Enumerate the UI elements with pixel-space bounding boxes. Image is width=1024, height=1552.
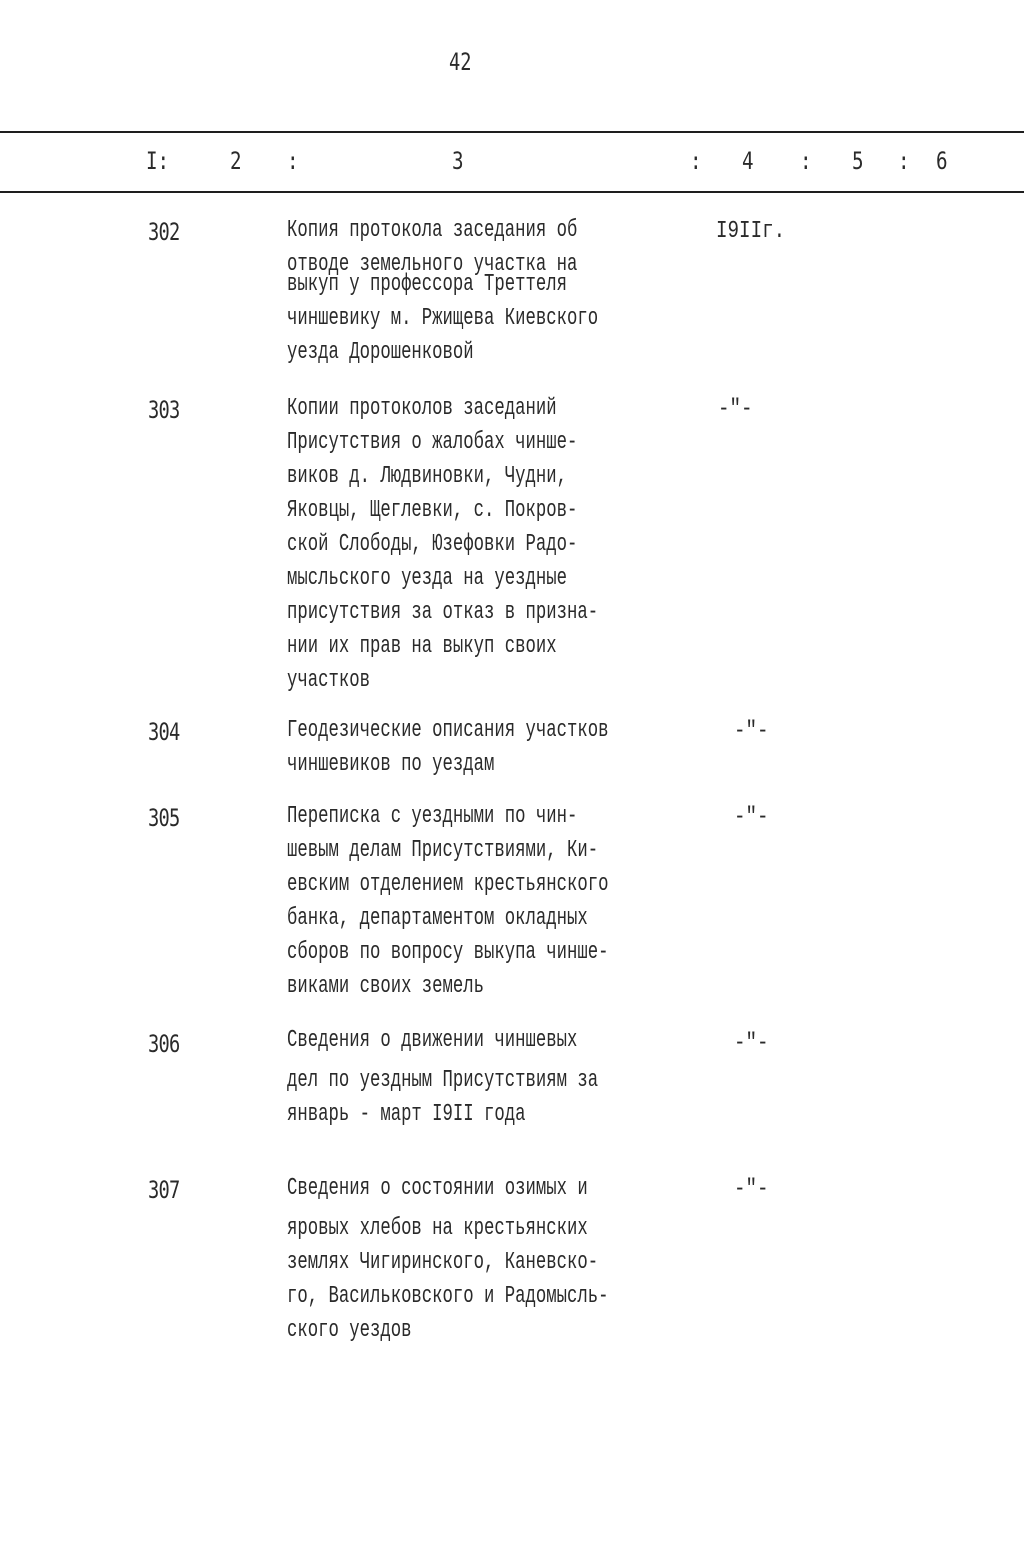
row-date-ditto: -"- bbox=[718, 396, 753, 423]
description-line: го, Васильковского и Радомысль- bbox=[287, 1283, 609, 1310]
row-number: 302 bbox=[148, 218, 180, 246]
description-line: уезда Дорошенковой bbox=[287, 339, 474, 366]
description-line: Копия протокола заседания об bbox=[287, 217, 578, 244]
description-line: Геодезические описания участков bbox=[287, 717, 609, 744]
description-line: ского уездов bbox=[287, 1317, 412, 1344]
row-description bbox=[287, 800, 608, 1004]
header-rule-bottom bbox=[0, 191, 1024, 193]
description-line: отводе земельного участка на bbox=[287, 251, 578, 278]
description-line: Копии протоколов заседаний bbox=[287, 395, 557, 422]
row-date-ditto: -"- bbox=[734, 1030, 769, 1057]
description-line: дел по уездным Присутствиям за bbox=[287, 1067, 599, 1094]
row-number: 304 bbox=[148, 718, 180, 746]
row-number: 303 bbox=[148, 396, 180, 424]
row-date-ditto: -"- bbox=[734, 1176, 769, 1203]
description-line: чиншевику м. Ржищева Киевского bbox=[287, 305, 599, 332]
description-line: шевым делам Присутствиями, Ки- bbox=[287, 837, 599, 864]
description-line: сборов по вопросу выкупа чинше- bbox=[287, 939, 609, 966]
description-line: Яковцы, Щеглевки, с. Покров- bbox=[287, 497, 578, 524]
column-separator: : bbox=[800, 147, 812, 175]
row-number: 306 bbox=[148, 1030, 180, 1058]
description-line: Сведения о движении чиншевых bbox=[287, 1027, 578, 1054]
description-line: евским отделением крестьянского bbox=[287, 871, 609, 898]
row-number: 305 bbox=[148, 804, 180, 832]
column-separator: : bbox=[690, 147, 702, 175]
row-date: I9IIг. bbox=[716, 218, 786, 245]
description-line: ской Слободы, Юзефовки Радо- bbox=[287, 531, 578, 558]
column-2-header: 2 bbox=[230, 147, 242, 175]
description-line: землях Чигиринского, Каневско- bbox=[287, 1249, 599, 1276]
column-4-header: 4 bbox=[742, 147, 754, 175]
description-line: яровых хлебов на крестьянских bbox=[287, 1215, 588, 1242]
description-line: присутствия за отказ в призна- bbox=[287, 599, 599, 626]
column-separator: : bbox=[287, 147, 299, 175]
row-description bbox=[287, 392, 598, 698]
row-description bbox=[287, 1024, 598, 1132]
description-line: банка, департаментом окладных bbox=[287, 905, 588, 932]
row-date-ditto: -"- bbox=[734, 804, 769, 831]
page-number: 42 bbox=[449, 48, 472, 76]
description-line: виков д. Людвиновки, Чудни, bbox=[287, 463, 567, 490]
description-line: участков bbox=[287, 667, 370, 694]
description-line: нии их прав на выкуп своих bbox=[287, 633, 557, 660]
description-line: мысльского уезда на уездные bbox=[287, 565, 567, 592]
column-6-header: 6 bbox=[936, 147, 948, 175]
row-description bbox=[287, 214, 598, 370]
column-5-header: 5 bbox=[852, 147, 864, 175]
row-number: 307 bbox=[148, 1176, 180, 1204]
description-line: Присутствия о жалобах чинше- bbox=[287, 429, 578, 456]
description-line: Сведения о состоянии озимых и bbox=[287, 1175, 588, 1202]
description-line: чиншевиков по уездам bbox=[287, 751, 495, 778]
description-line: январь - март I9II года bbox=[287, 1101, 526, 1128]
row-description bbox=[287, 714, 608, 782]
column-3-header: 3 bbox=[452, 147, 464, 175]
description-line: Переписка с уездными по чин- bbox=[287, 803, 578, 830]
row-date-ditto: -"- bbox=[734, 718, 769, 745]
row-description bbox=[287, 1172, 608, 1348]
description-line: виками своих земель bbox=[287, 973, 485, 1000]
header-rule-top bbox=[0, 131, 1024, 133]
column-separator: : bbox=[898, 147, 910, 175]
column-1-header: I: bbox=[146, 147, 170, 175]
description-line: выкуп у профессора Треттеля bbox=[287, 271, 567, 298]
